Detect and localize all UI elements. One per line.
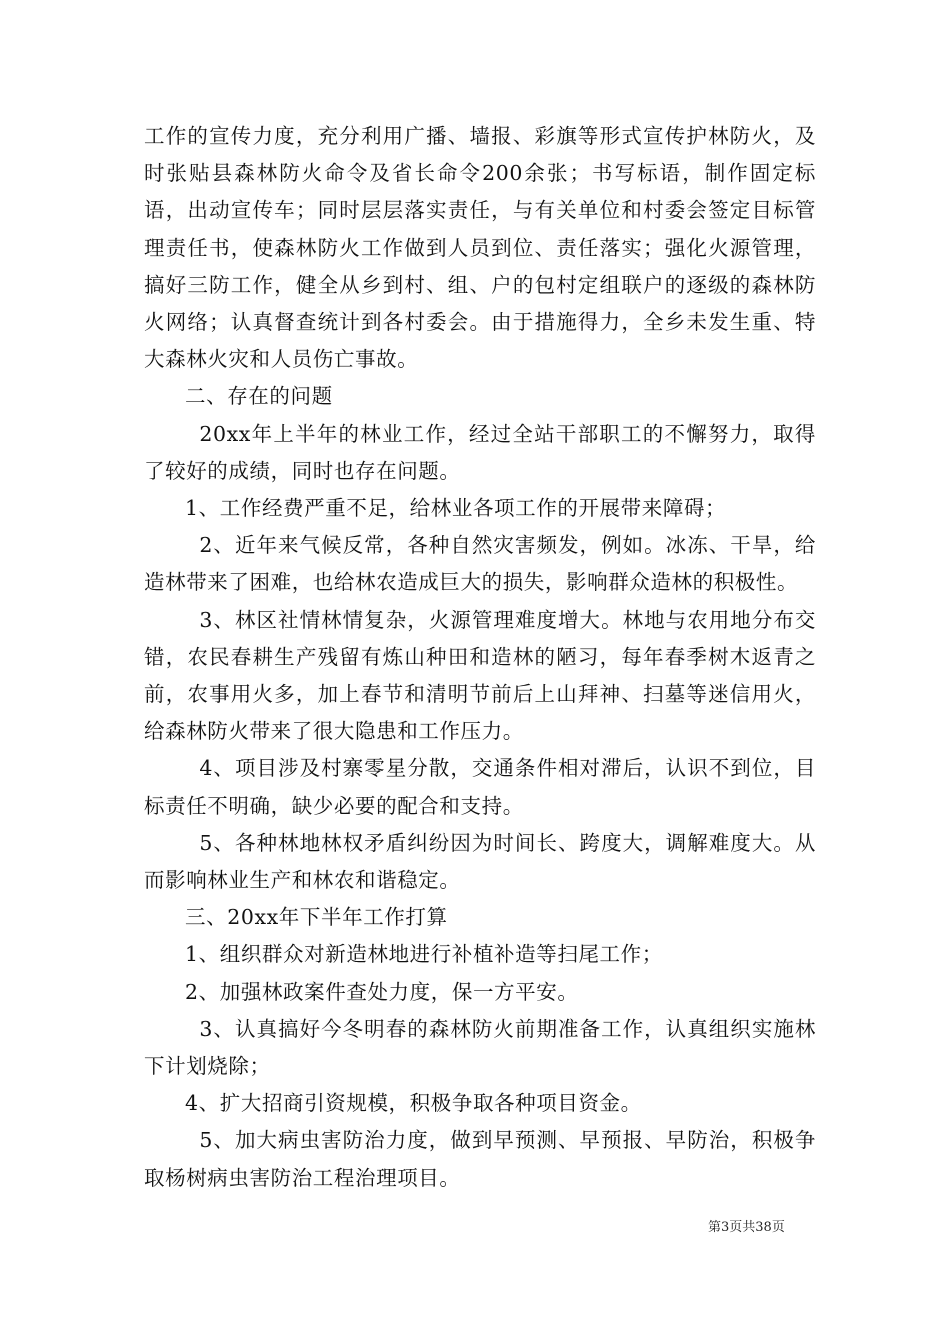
list-item-plan-2: 2、加强林政案件查处力度，保一方平安。 <box>185 979 579 1004</box>
list-item-problem-5: 5、各种林地林权矛盾纠纷因为时间长、跨度大，调解难度大。从而影响林业生产和林农和谐稳定。 <box>144 830 816 893</box>
list-item-plan-4: 4、扩大招商引资规模，积极争取各种项目资金。 <box>185 1091 642 1116</box>
document-body <box>144 118 816 1197</box>
list-item-problem-3: 3、林区社情林情复杂，火源管理难度增大。林地与农用地分布交错，农民春耕生产残留有炼山种田和造林的陋习，每年春季树木返青之前，农事用火多，加上春节和清明节前后上山拜神、扫墓等迷信用火，给森林防火带来了很大隐患和工作压力。 <box>144 607 816 744</box>
list-item-plan-3: 3、认真搞好今冬明春的森林防火前期准备工作，认真组织实施林下计划烧除； <box>144 1016 816 1079</box>
section-heading-plans: 三、20xx年下半年工作打算 <box>185 905 448 930</box>
list-item-plan-1: 1、组织群众对新造林地进行补植补造等扫尾工作； <box>185 942 663 967</box>
page-number-footer: 第3页共38页 <box>708 1220 785 1235</box>
list-item-problem-1: 1、工作经费严重不足，给林业各项工作的开展带来障碍； <box>185 496 727 521</box>
list-item-problem-4: 4、项目涉及村寨零星分散，交通条件相对滞后，认识不到位，目标责任不明确，缺少必要的配合和支持。 <box>144 756 816 818</box>
list-item-plan-5: 5、加大病虫害防治力度，做到早预测、早预报、早防治，积极争取杨树病虫害防治工程治理项目。 <box>144 1128 816 1190</box>
paragraph-continued: 工作的宣传力度，充分利用广播、墙报、彩旗等形式宣传护林防火，及时张贴县森林防火命令及省长命令200余张；书写标语，制作固定标语，出动宣传车；同时层层落实责任，与有关单位和村委会签定目标管理责任书，使森林防火工作做到人员到位、责任落实；强化火源管理，搞好三防工作，健全从乡到村、组、户的包村定组联户的逐级的森林防火网络；认真督查统计到各村委会。由于措施得力，全乡未发生重、特大森林火灾和人员伤亡事故。 <box>144 124 816 372</box>
paragraph-intro: 20xx年上半年的林业工作，经过全站干部职工的不懈努力，取得了较好的成绩，同时也存在问题。 <box>144 421 816 483</box>
list-item-problem-2: 2、近年来气候反常，各种自然灾害频发，例如。冰冻、干旱，给造林带来了困难，也给林农造成巨大的损失，影响群众造林的积极性。 <box>144 533 816 595</box>
section-heading-problems: 二、存在的问题 <box>185 384 333 409</box>
